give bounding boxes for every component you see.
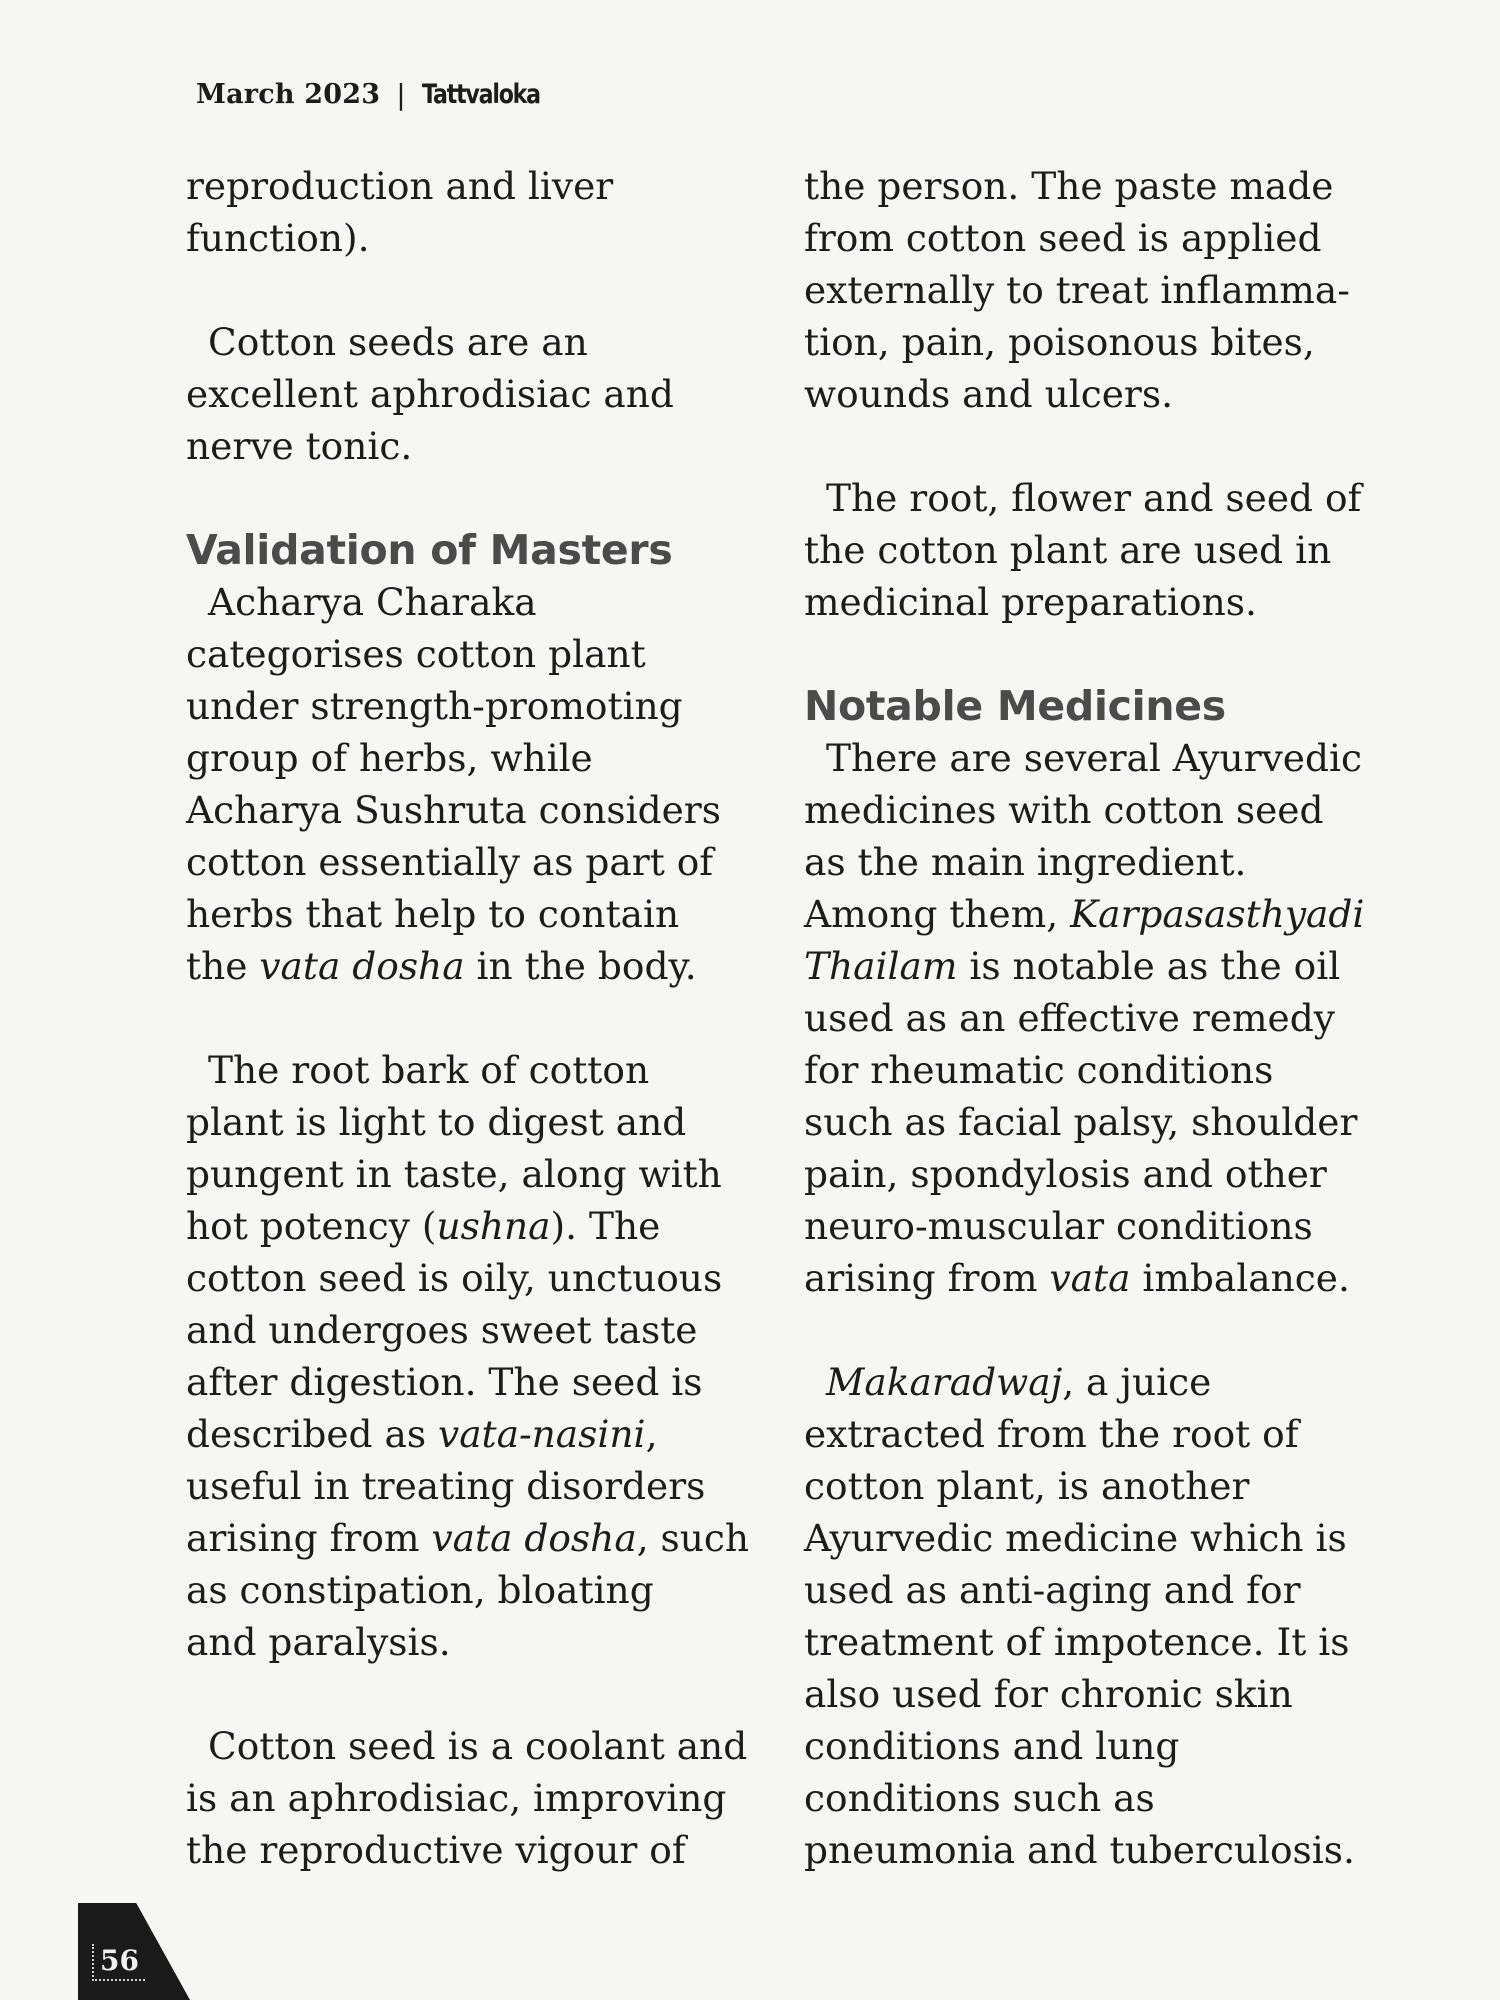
text-line: group of herbs, while xyxy=(186,736,593,780)
paragraph xyxy=(804,1356,1404,1876)
text-line: plant is light to digest and xyxy=(186,1100,687,1144)
text-line: neuro-muscular conditions xyxy=(804,1204,1313,1248)
left-column xyxy=(186,160,786,1928)
text-line: pneumonia and tuberculosis. xyxy=(804,1828,1355,1872)
text-line: under strength-promoting xyxy=(186,684,683,728)
text-line: as constipation, bloating xyxy=(186,1568,654,1612)
text-line: and paralysis. xyxy=(186,1620,451,1664)
text-line: function). xyxy=(186,216,370,260)
paragraph xyxy=(804,472,1404,628)
italic-term: vata dosha xyxy=(259,944,465,988)
paragraph xyxy=(186,576,786,992)
text-line: cotton essentially as part of xyxy=(186,840,714,884)
text-line: excellent aphrodisiac and xyxy=(186,372,674,416)
text-line: There are several Ayurvedic xyxy=(826,736,1363,780)
text-run: arising from xyxy=(186,1516,432,1560)
text-line xyxy=(186,940,786,992)
text-line: cotton seed is oily, unctuous xyxy=(186,1256,723,1300)
paragraph xyxy=(186,1044,786,1668)
text-line: nerve tonic. xyxy=(186,424,413,468)
text-run: Among them, xyxy=(804,892,1071,936)
text-line xyxy=(804,1252,1404,1304)
text-line: the person. The paste made xyxy=(804,164,1334,208)
text-line: The root bark of cotton xyxy=(208,1048,650,1092)
text-run: hot potency ( xyxy=(186,1204,437,1248)
text-line xyxy=(804,1356,1404,1408)
text-line: Cotton seed is a coolant and xyxy=(208,1724,748,1768)
text-line xyxy=(804,940,1404,992)
text-line: Acharya Charaka xyxy=(208,580,537,624)
text-run: , a juice xyxy=(1062,1360,1212,1404)
text-run: in the body. xyxy=(464,944,697,988)
italic-term: vata xyxy=(1049,1256,1131,1300)
right-column xyxy=(804,160,1404,1928)
magazine-logo: Tattvaloka xyxy=(421,78,540,110)
text-line: medicinal preparations. xyxy=(804,580,1257,624)
text-run: , xyxy=(645,1412,658,1456)
paragraph xyxy=(804,732,1404,1304)
text-line: the cotton plant are used in xyxy=(804,528,1332,572)
text-line: herbs that help to contain xyxy=(186,892,680,936)
text-line xyxy=(186,1200,786,1252)
text-line: Cotton seeds are an xyxy=(208,320,588,364)
text-line: and undergoes sweet taste xyxy=(186,1308,698,1352)
paragraph xyxy=(186,1720,786,1876)
text-run: is notable as the oil xyxy=(957,944,1341,988)
text-line: wounds and ulcers. xyxy=(804,372,1174,416)
text-run: the xyxy=(186,944,260,988)
text-line: for rheumatic conditions xyxy=(804,1048,1274,1092)
text-line: medicines with cotton seed xyxy=(804,788,1324,832)
italic-term: vata-nasini xyxy=(438,1412,646,1456)
text-line: The root, flower and seed of xyxy=(826,476,1362,520)
text-line: cotton plant, is another xyxy=(804,1464,1250,1508)
paragraph xyxy=(186,160,786,264)
italic-term: Thailam xyxy=(804,944,958,988)
text-line: also used for chronic skin xyxy=(804,1672,1293,1716)
header-separator: | xyxy=(396,77,406,111)
text-line: conditions such as xyxy=(804,1776,1155,1820)
paragraph xyxy=(186,316,786,472)
page-number: 56 xyxy=(92,1944,145,1981)
text-line: extracted from the root of xyxy=(804,1412,1299,1456)
italic-term: vata dosha xyxy=(431,1516,637,1560)
italic-term: Karpasasthyadi xyxy=(1070,892,1365,936)
text-line: is an aphrodisiac, improving xyxy=(186,1776,727,1820)
italic-term: ushna xyxy=(436,1204,551,1248)
text-line xyxy=(186,1512,786,1564)
text-line: such as facial palsy, shoulder xyxy=(804,1100,1358,1144)
text-line: reproduction and liver xyxy=(186,164,614,208)
text-run: ). The xyxy=(550,1204,661,1248)
text-line: used as an effective remedy xyxy=(804,996,1335,1040)
text-line xyxy=(804,888,1404,940)
section-heading-validation: Validation of Masters xyxy=(186,526,673,574)
text-line: from cotton seed is applied xyxy=(804,216,1322,260)
text-line xyxy=(186,1408,786,1460)
text-line: conditions and lung xyxy=(804,1724,1180,1768)
text-line: pungent in taste, along with xyxy=(186,1152,722,1196)
text-line: as the main ingredient. xyxy=(804,840,1247,884)
text-line: the reproductive vigour of xyxy=(186,1828,686,1872)
text-line: categorises cotton plant xyxy=(186,632,646,676)
text-line: used as anti-aging and for xyxy=(804,1568,1301,1612)
text-line: tion, pain, poisonous bites, xyxy=(804,320,1315,364)
text-line: treatment of impotence. It is xyxy=(804,1620,1350,1664)
issue-date: March 2023 xyxy=(196,78,381,110)
text-line: externally to treat inflamma- xyxy=(804,268,1350,312)
text-run: imbalance. xyxy=(1130,1256,1350,1300)
text-line: Ayurvedic medicine which is xyxy=(804,1516,1347,1560)
text-run: , such xyxy=(636,1516,750,1560)
text-run: arising from xyxy=(804,1256,1050,1300)
text-line: Acharya Sushruta considers xyxy=(186,788,721,832)
text-line: after digestion. The seed is xyxy=(186,1360,703,1404)
text-run: described as xyxy=(186,1412,439,1456)
section-heading-medicines: Notable Medicines xyxy=(804,682,1226,730)
italic-term: Makaradwaj xyxy=(826,1360,1063,1404)
text-line: useful in treating disorders xyxy=(186,1464,706,1508)
page-header xyxy=(196,72,565,116)
paragraph xyxy=(804,160,1404,420)
text-line: pain, spondylosis and other xyxy=(804,1152,1327,1196)
